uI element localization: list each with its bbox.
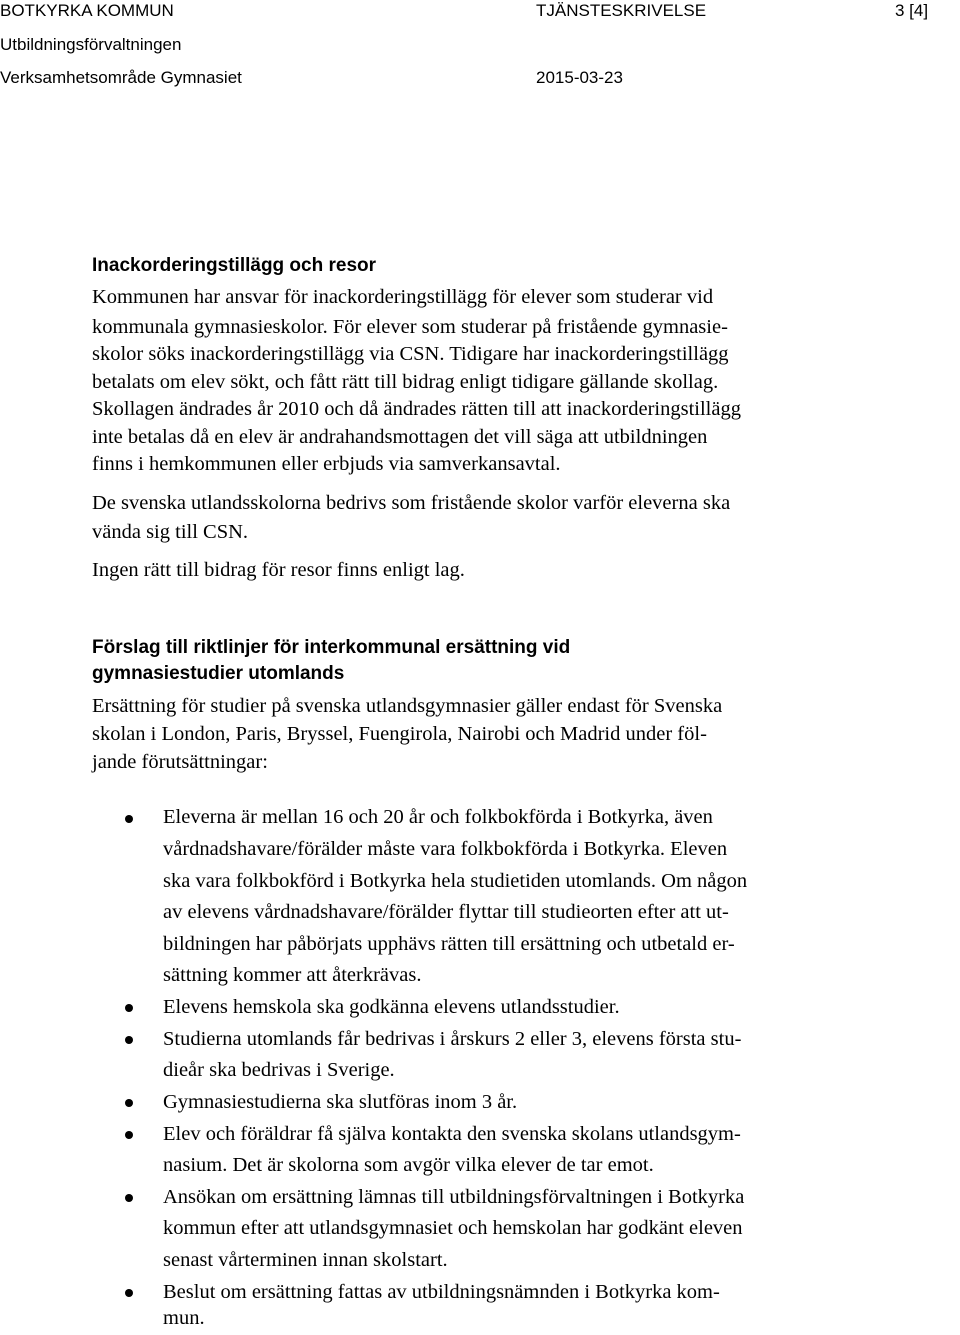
document-date: 2015-03-23 — [536, 68, 623, 87]
text-line: Gymnasiestudierna ska slutföras inom 3 år. — [163, 1091, 518, 1113]
area-name: Verksamhetsområde Gymnasiet — [0, 68, 242, 87]
text-line: dieår ska bedrivas i Sverige. — [163, 1059, 395, 1081]
text-line: Ansökan om ersättning lämnas till utbildningsförvaltningen i Botkyrka — [163, 1186, 745, 1208]
bullet-icon — [125, 1004, 133, 1012]
text-line: bildningen har påbörjats upphävs rätten till ersättning och utbetald er- — [163, 933, 735, 955]
section-heading-forslag-line2: gymnasiestudier utomlands — [92, 663, 345, 684]
bullet-icon — [125, 1289, 133, 1297]
section-heading-forslag-line1: Förslag till riktlinjer för interkommunal ersättning vid — [92, 637, 571, 658]
bullet-icon — [125, 1036, 133, 1044]
text-line: skolan i London, Paris, Bryssel, Fuengirola, Nairobi och Madrid under föl- — [92, 723, 707, 745]
text-line: sättning kommer att återkrävas. — [163, 964, 422, 986]
department-name: Utbildningsförvaltningen — [0, 35, 182, 54]
text-line: Elevens hemskola ska godkänna elevens utlandsstudier. — [163, 996, 620, 1018]
text-line: nasium. Det är skolorna som avgör vilka elever de tar emot. — [163, 1154, 654, 1176]
text-line: Studierna utomlands får bedrivas i årskurs 2 eller 3, elevens första stu- — [163, 1028, 742, 1050]
text-line: finns i hemkommunen eller erbjuds via samverkansavtal. — [92, 453, 561, 475]
text-line: av elevens vårdnadshavare/förälder flyttar till studieorten efter att ut- — [163, 901, 729, 923]
text-line: vända sig till CSN. — [92, 521, 249, 543]
bullet-icon — [125, 1131, 133, 1139]
text-line: jande förutsättningar: — [92, 751, 268, 773]
bullet-icon — [125, 1099, 133, 1107]
text-line: Ersättning för studier på svenska utlandsgymnasier gäller endast för Svenska — [92, 695, 723, 717]
bullet-icon — [125, 815, 133, 823]
text-line: inte betalas då en elev är andrahandsmottagen det vill säga att utbildningen — [92, 426, 708, 448]
text-line: De svenska utlandsskolorna bedrivs som fristående skolor varför eleverna ska — [92, 492, 731, 514]
text-line: senast vårterminen innan skolstart. — [163, 1249, 448, 1271]
bullet-icon — [125, 1194, 133, 1202]
paragraph-resor: Ingen rätt till bidrag för resor finns enligt lag. — [92, 559, 465, 581]
text-line: ska vara folkbokförd i Botkyrka hela studietiden utomlands. Om någon — [163, 870, 748, 892]
text-line: betalats om elev sökt, och fått rätt till bidrag enligt tidigare gällande skollag. — [92, 371, 719, 393]
text-line: kommun efter att utlandsgymnasiet och hemskolan har godkänt eleven — [163, 1217, 743, 1239]
text-line: Kommunen har ansvar för inackorderingstillägg för elever som studerar vid — [92, 286, 714, 308]
text-line: kommunala gymnasieskolor. För elever som studerar på fristående gymnasie- — [92, 316, 728, 338]
section-heading-inackordering: Inackorderingstillägg och resor — [92, 255, 377, 276]
municipality-name: BOTKYRKA KOMMUN — [0, 1, 174, 20]
text-line: skolor söks inackorderingstillägg via CSN. Tidigare har inackorderingstillägg — [92, 343, 729, 365]
text-line: Beslut om ersättning fattas av utbildningsnämnden i Botkyrka kom- — [163, 1281, 720, 1303]
text-line: mun. — [163, 1307, 205, 1329]
text-line: Eleverna är mellan 16 och 20 år och folkbokförda i Botkyrka, även — [163, 806, 713, 828]
page-number: 3 [4] — [895, 1, 929, 20]
text-line: vårdnadshavare/förälder måste vara folkbokförda i Botkyrka. Eleven — [163, 838, 728, 860]
document-type: TJÄNSTESKRIVELSE — [536, 1, 707, 20]
text-line: Skollagen ändrades år 2010 och då ändrades rätten till att inackorderingstillägg — [92, 398, 741, 420]
text-line: Elev och föräldrar få själva kontakta den svenska skolans utlandsgym- — [163, 1123, 741, 1145]
